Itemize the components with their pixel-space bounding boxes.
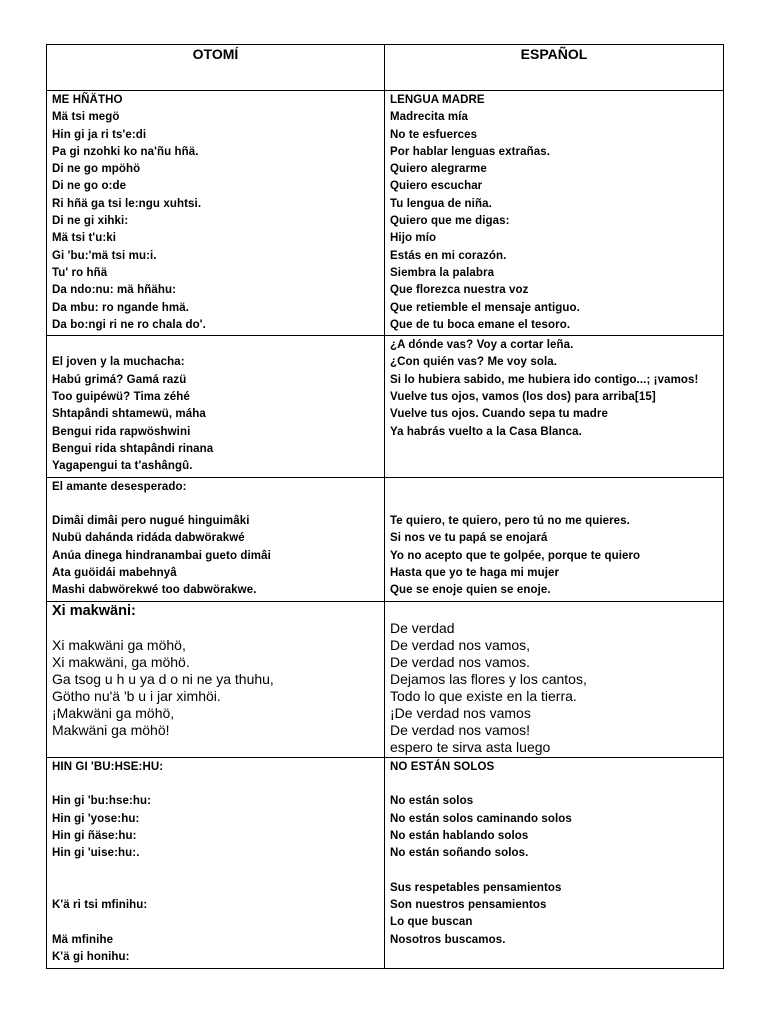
poem-line: Te quiero, te quiero, pero tú no me quieres. — [390, 515, 630, 528]
poem-line: Da bo:ngi ri ne ro chala do'. — [52, 318, 206, 331]
poem-line: Anúa dinega hindranambai gueto dimâi — [52, 549, 271, 562]
poem-line: El amante desesperado: — [52, 480, 187, 493]
section-row-4 — [47, 601, 724, 757]
poem-line: De verdad nos vamos, — [390, 636, 531, 653]
poem-line: ME HÑÄTHO — [52, 94, 123, 106]
poem-line: Si lo hubiera sabido, me hubiera ido contigo...; ¡vamos! — [390, 373, 699, 386]
blank-line — [52, 880, 379, 897]
blank-line — [52, 914, 379, 931]
poem-line: Hin gi 'yose:hu: — [52, 812, 140, 825]
poem-line: De verdad nos vamos! — [390, 721, 531, 738]
poem-line: Lo que buscan — [390, 916, 473, 929]
espanol-cell — [385, 757, 724, 968]
blank-line — [52, 862, 379, 879]
section-row-3 — [47, 477, 724, 601]
poem-line: Vuelve tus ojos, vamos (los dos) para arriba[15] — [390, 391, 656, 404]
poem-line: Si nos ve tu papá se enojará — [390, 532, 548, 545]
section-row-1 — [47, 91, 724, 336]
poem-line: Hasta que yo te haga mi mujer — [390, 567, 560, 580]
otomi-cell — [47, 336, 385, 477]
poem-line: Di ne go o:de — [52, 180, 127, 193]
poem-line: Too guipéwü? Tima zéhé — [52, 391, 190, 404]
poem-line: Son nuestros pensamientos — [390, 898, 547, 911]
poem-line: Hin gi 'uise:hu:. — [52, 847, 140, 860]
poem-line: Shtapândi shtamewü, máha — [52, 408, 206, 421]
poem-line: Hijo mío — [390, 232, 437, 245]
espanol-cell — [385, 601, 724, 757]
poem-line: Todo lo que existe en la tierra. — [390, 687, 577, 704]
poem-line: Pa gi nzohki ko na'ñu hñä. — [52, 145, 199, 158]
poem-line: Nubü dahánda ridáda dabwörakwé — [52, 532, 245, 545]
poem-line: Habú grimá? Gamá razü — [52, 373, 187, 386]
espanol-cell — [385, 91, 724, 336]
blank-line — [52, 337, 379, 354]
poem-line: Mä mfinihe — [52, 933, 114, 946]
poem-line: Di ne go mpöhö — [52, 163, 141, 176]
poem-line: Da ndo:nu: mä hñähu: — [52, 284, 177, 297]
poem-line: K'ä ri tsi mfinihu: — [52, 898, 148, 911]
poem-line: Di ne gi xihki: — [52, 215, 129, 228]
poem-line: Hin gi 'bu:hse:hu: — [52, 795, 152, 808]
poem-line: K'ä gi honihu: — [52, 950, 130, 963]
poem-line: Siembra la palabra — [390, 266, 495, 279]
poem-line: Mä tsi t'u:ki — [52, 232, 117, 245]
poem-line: HIN GI 'BU:HSE:HU: — [52, 760, 164, 773]
poem-line: Yagapengui ta t'ashângû. — [52, 460, 193, 473]
poem-line: Tu lengua de niña. — [390, 197, 492, 210]
poem-line: Gi 'bu:'mä tsi mu:i. — [52, 249, 157, 262]
poem-line: Xi makwäni ga möhö, — [52, 636, 186, 653]
poem-line: Quiero que me digas: — [390, 215, 510, 228]
poem-line: NO ESTÁN SOLOS — [390, 760, 495, 773]
header-espanol: ESPAÑOL — [385, 45, 724, 91]
poem-line: Que retiemble el mensaje antiguo. — [390, 301, 580, 314]
section-row-2 — [47, 336, 724, 477]
poem-line: Mä tsi megö — [52, 111, 120, 124]
poem-line: Estás en mi corazón. — [390, 249, 507, 262]
poem-line: El joven y la muchacha: — [52, 356, 185, 369]
poem-line: Bengui rida shtapândi rinana — [52, 442, 214, 455]
poem-line: Que de tu boca emane el tesoro. — [390, 318, 571, 331]
poem-line: Quiero escuchar — [390, 180, 483, 193]
poem-line: Quiero alegrarme — [390, 163, 487, 176]
poem-line: Ri hñä ga tsi le:ngu xuhtsi. — [52, 197, 202, 210]
poem-line: Sus respetables pensamientos — [390, 881, 562, 894]
poem-line: No están solos — [390, 795, 474, 808]
poem-line: LENGUA MADRE — [390, 94, 485, 106]
poem-line: Hin gi ñäse:hu: — [52, 829, 137, 842]
otomi-cell — [47, 91, 385, 336]
poem-line: Xi makwäni: — [52, 602, 136, 619]
poem-line: No te esfuerces — [390, 128, 478, 141]
poem-line: ¡Makwäni ga möhö, — [52, 704, 175, 721]
poem-line: Yo no acepto que te golpée, porque te quiero — [390, 549, 641, 562]
blank-line — [390, 862, 718, 879]
poem-line: Ata guöidái mabehnyâ — [52, 567, 177, 580]
poem-line: Mashi dabwörekwé too dabwörakwe. — [52, 584, 257, 597]
poem-line: ¡De verdad nos vamos — [390, 704, 531, 721]
poem-line: Xi makwäni, ga möhö. — [52, 653, 190, 670]
poem-line: Vuelve tus ojos. Cuando sepa tu madre — [390, 408, 608, 421]
poem-line: espero te sirva asta luego — [390, 738, 551, 755]
header-otomi: OTOMÍ — [47, 45, 385, 91]
poem-line: Hin gi ja ri ts'e:di — [52, 128, 147, 141]
poem-line: Tu' ro hñä — [52, 266, 108, 279]
poem-line: Ya habrás vuelto a la Casa Blanca. — [390, 425, 582, 438]
poem-line: No están solos caminando solos — [390, 812, 572, 825]
poem-line: Götho nu'ä 'b u i jar ximhöi. — [52, 687, 221, 704]
espanol-cell — [385, 477, 724, 601]
poem-line: Que florezca nuestra voz — [390, 284, 529, 297]
poem-line: Ga tsog u h u ya d o ni ne ya thuhu, — [52, 670, 274, 687]
otomi-cell — [47, 601, 385, 757]
poem-line: No están hablando solos — [390, 829, 529, 842]
blank-line — [52, 776, 379, 793]
blank-line — [52, 496, 379, 513]
poem-line: Dejamos las flores y los cantos, — [390, 670, 587, 687]
poem-table — [46, 44, 724, 969]
espanol-cell — [385, 336, 724, 477]
otomi-cell — [47, 477, 385, 601]
blank-line — [390, 496, 718, 513]
otomi-cell — [47, 757, 385, 968]
poem-line: ¿Con quién vas? Me voy sola. — [390, 356, 558, 369]
poem-line: De verdad — [390, 619, 455, 636]
poem-line: Nosotros buscamos. — [390, 933, 506, 946]
header-row — [47, 45, 724, 91]
section-row-5 — [47, 757, 724, 968]
blank-line — [390, 479, 718, 496]
blank-line — [390, 603, 718, 620]
blank-line — [390, 776, 718, 793]
poem-line: Que se enoje quien se enoje. — [390, 584, 551, 597]
blank-line — [52, 620, 379, 637]
poem-line: ¿A dónde vas? Voy a cortar leña. — [390, 339, 574, 352]
poem-line: Bengui rida rapwöshwini — [52, 425, 191, 438]
poem-line: Madrecita mía — [390, 111, 468, 124]
poem-line: Makwäni ga möhö! — [52, 721, 170, 738]
poem-line: De verdad nos vamos. — [390, 653, 531, 670]
poem-line: Por hablar lenguas extrañas. — [390, 145, 551, 158]
poem-line: Da mbu: ro ngande hmä. — [52, 301, 190, 314]
poem-line: Dimâi dimâi pero nugué hinguimâki — [52, 515, 250, 528]
poem-line: No están soñando solos. — [390, 847, 529, 860]
